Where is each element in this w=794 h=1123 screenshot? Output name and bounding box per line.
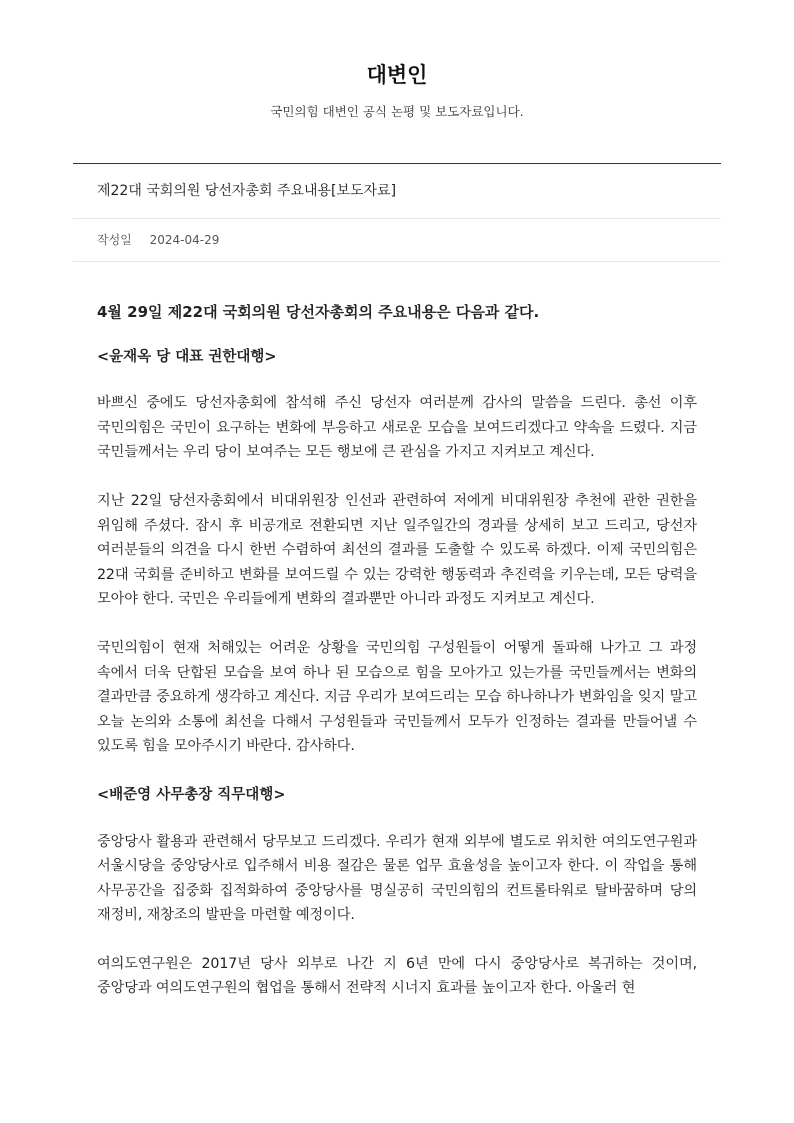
meta-divider [73,261,721,262]
paragraph: 지난 22일 당선자총회에서 비대위원장 인선과 관련하여 저에게 비대위원장 추천에 관한 권한을 위임해 주셨다. 잠시 후 비공개로 전환되면 지난 일주일간의 경과를 상세히 보고 드리고, 당선자 여러분들의 의견을 다시 한번 수렴하여 최선의 결과를 도출할 수 있도록 하겠다. 이제 국민의힘은 22대 국회를 준비하고 변화를 보여드릴 수 있는 강력한 행동력과 추진력을 키우는데, 모든 당력을 모아야 한다. 국민은 우리들에게 변화의 결과뿐만 아니라 과정도 지켜보고 계신다. [97,492,697,608]
lead-paragraph: 4월 29일 제22대 국회의원 당선자총회의 주요내용은 다음과 같다. [97,303,540,321]
paragraph: 바쁘신 중에도 당선자총회에 참석해 주신 당선자 여러분께 감사의 말씀을 드린다. 총선 이후 국민의힘은 국민이 요구하는 변화에 부응하고 새로운 모습을 보여드리겠다고 약속을 드렸다. 지금 국민들께서는 우리 당이 보여주는 모든 행보에 큰 관심을 가지고 지켜보고 계신다. [97,395,697,461]
title-divider [73,218,721,219]
post-date: 2024-04-29 [149,233,220,247]
post-content [97,300,697,1025]
section-heading-acting-leader: <윤재옥 당 대표 권한대행> [97,348,277,365]
paragraph: 국민의힘이 현재 처해있는 어려운 상황을 국민의힘 구성원들이 어떻게 돌파해 나가고 그 과정 속에서 더욱 단합된 모습을 보여 하나 된 모습으로 힘을 모아가고 있는가를 국민들께서는 변화의 결과만큼 중요하게 생각하고 계신다. 지금 우리가 보여드리는 모습 하나하나가 변화임을 잊지 말고 오늘 논의와 소통에 최선을 다해서 구성원들과 국민들께서 모두가 인정하는 결과를 만들어낼 수 있도록 힘을 모아주시기 바란다. 감사하다. [97,639,697,755]
site-title: 대변인 [366,63,428,87]
section-heading-secretary-general: <배준영 사무총장 직무대행> [97,786,286,803]
site-subtitle: 국민의힘 대변인 공식 논평 및 보도자료입니다. [270,104,524,119]
paragraph: 중앙당사 활용과 관련해서 당무보고 드리겠다. 우리가 현재 외부에 별도로 위치한 여의도연구원과 서울시당을 중앙당사로 입주해서 비용 절감은 물론 업무 효율성을 높이고자 한다. 이 작업을 통해 사무공간을 집중화 집적화하여 중앙당사를 명실공히 국민의힘의 컨트롤타워로 탈바꿈하며 당의 재정비, 재창조의 발판을 마련할 예정이다. [97,833,697,924]
header-divider [73,163,721,164]
post-meta [97,230,219,250]
paragraph: 여의도연구원은 2017년 당사 외부로 나간 지 6년 만에 다시 중앙당사로 복귀하는 것이며, 중앙당과 여의도연구원의 협업을 통해서 전략적 시너지 효과를 높이고자 한다. 아울러 현 [97,955,697,997]
post-title: 제22대 국회의원 당선자총회 주요내용[보도자료] [97,183,397,199]
date-label: 작성일 [97,233,132,247]
